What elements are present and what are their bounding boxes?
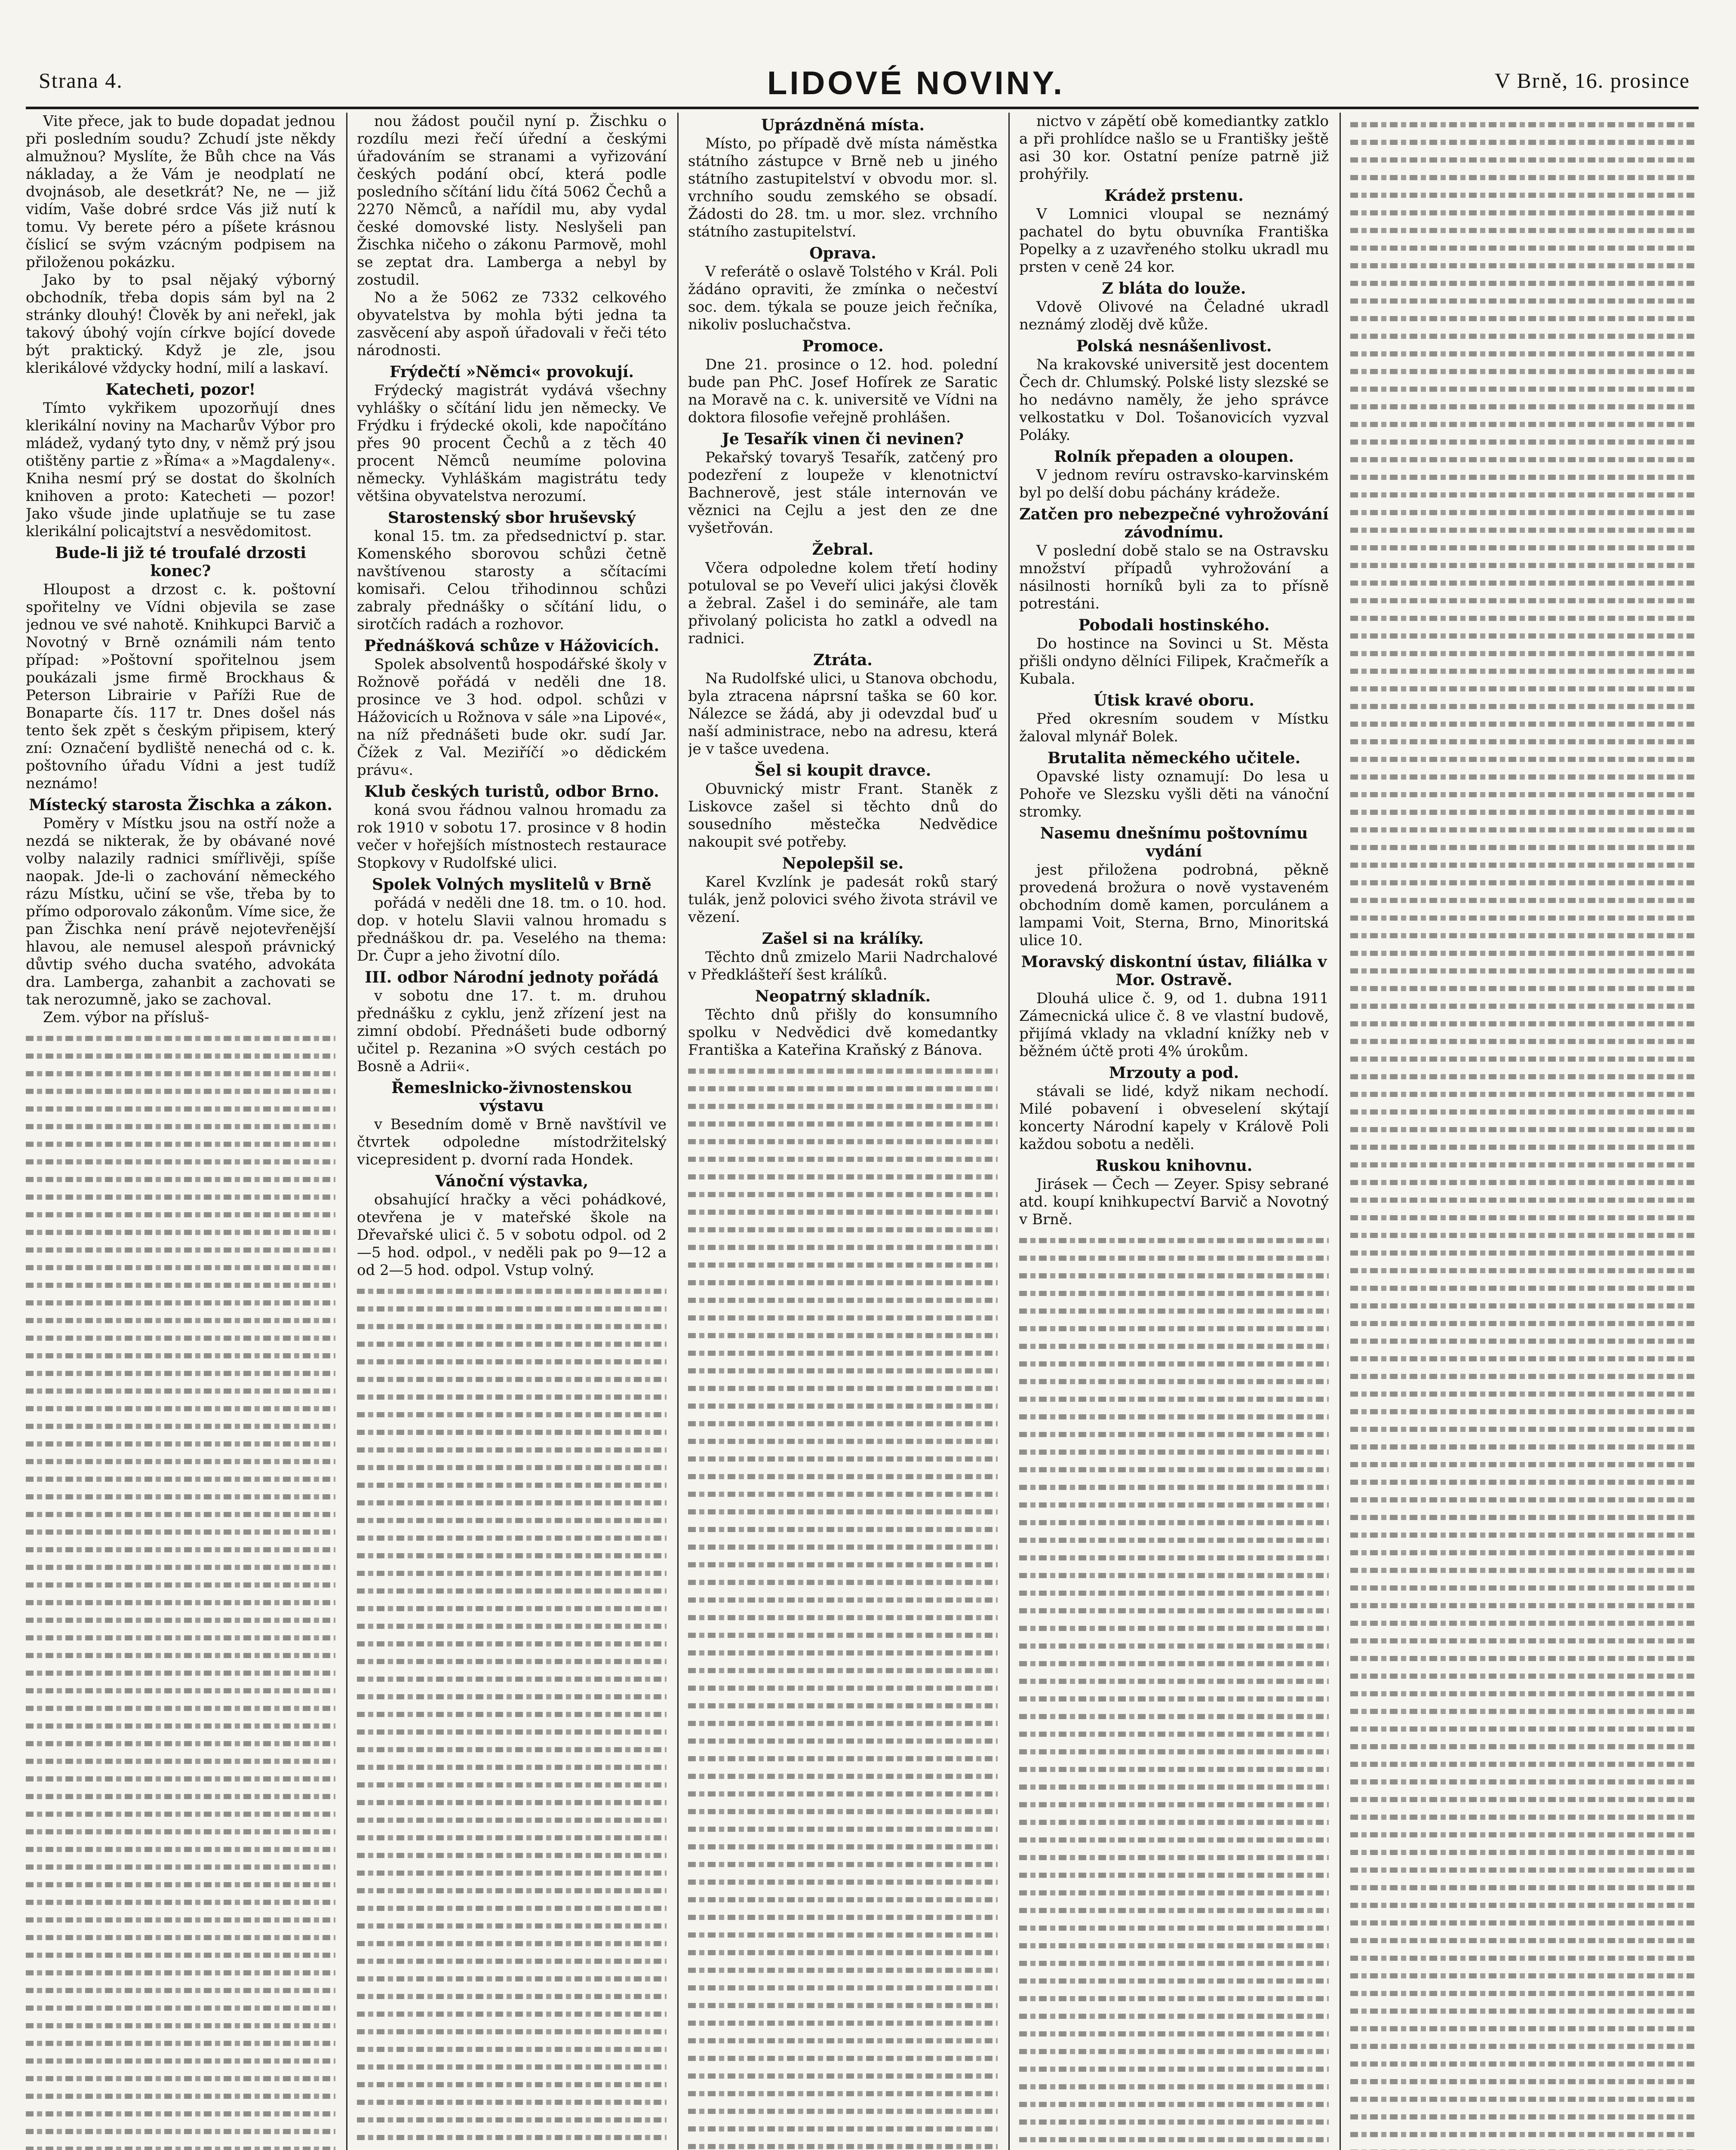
article-paragraph: Na Rudolfské ulici, u Stanova obchodu, byla ztracena náprsní taška se 60 kor. Nálezce se žádá, aby ji odevzdal buď u naší administrace, nebo na adresu, která je v tašce uvedena.	[688, 670, 998, 758]
print-filler	[1019, 1231, 1329, 2150]
article-paragraph: Karel Kvzlínk je padesát roků starý tulák, jenž polovici svého života strávil ve vězení.	[688, 873, 998, 926]
article-paragraph: V Lomnici vloupal se neznámý pachatel do bytu obuvníka Františka Popelky a z uzavřeného stolku ukradl mu prsten v ceně 24 kor.	[1019, 206, 1329, 276]
newspaper-title: LIDOVÉ NOVINY.	[767, 65, 1065, 101]
article-heading: Řemeslnicko-živnostenskou výstavu	[391, 1079, 633, 1115]
article-paragraph: V jednom revíru ostravsko-karvinském byl po delší dobu páchány krádeže.	[1019, 467, 1329, 501]
article-heading: Frýdečtí »Němci« provokují.	[389, 363, 634, 381]
article-paragraph: Jako by to psal nějaký výborný obchodník, třeba dopis sám byl na 2 stránky dlouhý! Člověk by ani neřekl, jak takový úbohý vojín církve bojící dovede být praktický. Když je zle, jsou klerikálové vždycky hodní, milí a laskaví.	[26, 271, 335, 377]
article-paragraph: Tímto vykřikem upozorňují dnes klerikální noviny na Macharův Výbor pro mládež, vydaný tyto dny, v němž prý jsou otištěny partie z »Říma« a »Magdaleny«. Kniha nesmí prý se dostat do školních knihoven a proto: Katecheti — pozor! Jako všude jinde uplatňuje se tu zase klerikální policajtství a nesvědomitost.	[26, 399, 335, 540]
article-paragraph: Frýdecký magistrát vydává všechny vyhlášky o sčítání lidu jen německy. Ve Frýdku i frýdecké okoli, kde napočítáno přes 90 procent Čechů a z těch 40 procent Němců neumíme polovina německy. Vyhláškám magistrátu tedy většina obyvatelstva nerozumí.	[357, 382, 667, 505]
article-heading: Vánoční výstavka,	[435, 1172, 589, 1190]
article-heading: Bude-li již té troufalé drzosti konec?	[55, 544, 307, 580]
article-heading: Žebral.	[812, 541, 874, 559]
article-paragraph: konal 15. tm. za předsednictví p. star. Komenského sborovou schůzi četně navštívenou starosty a sčítacími komisaři. Celou třihodinnou schůzi zabraly přednášky o sčítání lidu, o sirotčích radách a rozhovor.	[357, 528, 667, 633]
article-heading: Moravský diskontní ústav, filiálka v Mor. Ostravě.	[1021, 953, 1327, 989]
print-filler	[357, 1282, 667, 2150]
column-divider	[677, 113, 679, 2150]
article-paragraph: Na krakovské universitě jest docentem Čech dr. Chlumský. Polské listy slezské se ho nedávno naměly, že jeho správce velkostatku v Dol. Tošanovicích vyzval Poláky.	[1019, 356, 1329, 444]
article-paragraph: Do hostince na Sovinci u St. Města přišli ondyno dělníci Filipek, Kračmeřík a Kubala.	[1019, 635, 1329, 688]
article-paragraph: Dlouhá ulice č. 9, od 1. dubna 1911 Zámecnická ulice č. 8 ve vlastní budově, přijímá vklady na vkladní knížky neb v běžném účtě proti 4% úrokům.	[1019, 990, 1329, 1060]
article-heading: Místecký starosta Žischka a zákon.	[28, 796, 332, 814]
article-paragraph: Místo, po případě dvě místa náměstka státního zástupce v Brně neb u jiného státního zastupitelství v obvodu mor. sl. vrchního soudu zemského se obsadí. Žádosti do 28. tm. u mor. slez. vrchního státního zastupitelství.	[688, 135, 998, 240]
article-paragraph: Spolek absolventů hospodářské školy v Rožnově pořádá v neděli dne 18. prosince ve 3 hod. odpol. schůzi v Hážovicích u Rožnova v sále »na Lipové«, na níž přednášeti bude okr. sudí Jar. Čížek z Val. Meziříčí »o dědickém právu«.	[357, 656, 667, 779]
article-heading: Oprava.	[809, 244, 876, 262]
article-heading: Z bláta do louže.	[1102, 280, 1246, 298]
article-paragraph: Vite přece, jak to bude dopadat jednou při posledním soudu? Zchudí jste někdy almužnou? Myslíte, že Bůh chce na Vás nákladay, a že Vám je neodplatí ne dvojnásob, ale desetkrát? Ne, ne — již vidím, Vaše dobré srdce Vás již nutí k tomu. Vy berete péro a píšete krásnou číslicí se svým vzácným podpisem na přiloženou pokázku.	[26, 113, 335, 271]
article-heading: Polská nesnášenlivost.	[1076, 337, 1272, 355]
column-3	[688, 113, 998, 2150]
article-heading: Útisk kravé oboru.	[1094, 691, 1254, 710]
article-paragraph: V referátě o oslavě Tolstého v Král. Poli žádáno opraviti, že zmínka o nečeství soc. dem. týkala se pouze jeich řečníka, nikoliv posluchačstva.	[688, 263, 998, 333]
print-filler	[688, 1062, 998, 2150]
article-paragraph: v Besedním domě v Brně navštívil ve čtvrtek odpoledne místodržitelský vicepresident p. dvorní rada Hondek.	[357, 1116, 667, 1168]
column-divider	[1340, 113, 1341, 2150]
article-paragraph: pořádá v neděli dne 18. tm. o 10. hod. dop. v hotelu Slavii valnou hromadu s přednáškou dr. pa. Veselého na thema: Dr. Čupr a jeho životní dílo.	[357, 894, 667, 964]
header-rule	[26, 107, 1699, 109]
article-paragraph: Včera odpoledne kolem třetí hodiny potuloval se po Veveří ulici jakýsi člověk a žebral. Zašel i do semináře, ale tam přivolaný policista ho zatkl a odvedl na radnici.	[688, 559, 998, 647]
article-heading: Neopatrný skladník.	[755, 987, 931, 1005]
article-heading: Mrzouty a pod.	[1109, 1064, 1239, 1082]
article-paragraph: Zem. výbor na přísluš-	[43, 1009, 209, 1026]
article-paragraph: stávali se lidé, když nikam nechodí. Milé pobavení i obveselení skýtají koncerty Národní kapely v Králově Poli každou sobotu a neděli.	[1019, 1083, 1329, 1153]
article-paragraph: Těchto dnů přišly do konsumního spolku v Nedvědici dvě komedantky Františka a Kateřina Kraňský z Bánova.	[688, 1006, 998, 1059]
column-5	[1350, 113, 1694, 2150]
article-paragraph: Vdově Olivové na Čeladné ukradl neznámý zloděj dvě kůže.	[1019, 298, 1329, 333]
article-heading: Promoce.	[802, 337, 884, 355]
article-heading: Přednášková schůze v Hážovicích.	[364, 637, 660, 655]
article-heading: Katecheti, pozor!	[105, 381, 256, 399]
article-paragraph: Jirásek — Čech — Zeyer. Spisy sebrané atd. koupí knihkupectví Barvič a Novotný v Brně.	[1019, 1176, 1329, 1228]
article-heading: Zašel si na králíky.	[762, 930, 924, 948]
article-heading: Nasemu dnešnímu poštovnímu vydání	[1040, 824, 1308, 860]
column-1	[26, 113, 335, 2150]
article-heading: Je Tesařík vinen či nevinen?	[722, 430, 964, 448]
article-heading: Zatčen pro nebezpečné vyhrožování závodnímu.	[1019, 505, 1329, 541]
article-heading: Ztráta.	[813, 651, 873, 669]
issue-date: V Brně, 16. prosince	[1494, 68, 1690, 92]
article-paragraph: jest přiložena podrobná, pěkně provedená brožura o nově vystaveném obchodním domě kamen, porculánem a lampami Voit, Sterna, Brno, Minoritská ulice 10.	[1019, 861, 1329, 949]
article-paragraph: No a že 5062 ze 7332 celkového obyvatelstva by mohla býti jedna ta zasvěcení aby aspoň úřadovali v řeči této národnosti.	[357, 289, 667, 359]
article-paragraph: V poslední době stalo se na Ostravsku množství případů vyhrožování a násilnosti horníků byli za to přísně potrestáni.	[1019, 542, 1329, 612]
article-heading: Klub českých turistů, odbor Brno.	[364, 783, 659, 801]
article-paragraph: Poměry v Místku jsou na ostří nože a nezdá se nikterak, že by obávané nové volby nalazily radnici smířlivěji, spíše naopak. Jde-li o zachování německého rázu Místku, učiní se vše, třeba by to přímo odporovalo zákonům. Víme sice, že pan Žischka není právě nejotevřenější hlavou, ale nemusel alespoň právnický důvtip svého ducha svatého, advokáta dra. Lamberga, zahanbit a zachovati se tak nerozumně, jako se zachoval.	[26, 815, 335, 1008]
columns	[26, 113, 1699, 2150]
article-heading: Brutalita německého učitele.	[1047, 749, 1301, 767]
article-heading: Spolek Volných myslitelů v Brně	[372, 875, 651, 894]
print-filler	[1350, 115, 1694, 2150]
article-heading: III. odbor Národní jednoty pořádá	[365, 968, 659, 986]
article-heading: Pobodali hostinského.	[1078, 616, 1270, 634]
article-heading: Krádež prstenu.	[1104, 187, 1244, 205]
page-number: Strana 4.	[39, 68, 123, 92]
article-heading: Uprázdněná místa.	[761, 116, 925, 134]
article-paragraph: obsahující hračky a věci pohádkové, otevřena je v mateřské škole na Dřevařské ulici č. 5 v sobotu odpol. od 2—5 hod. odpol., v neděli pak po 9—12 a od 2—5 hod. odpol. Vstup volný.	[357, 1191, 667, 1279]
article-heading: Nepolepšil se.	[782, 854, 904, 872]
article-paragraph: Opavské listy oznamují: Do lesa u Pohoře ve Slezsku vyšli děti na vánoční stromky.	[1019, 768, 1329, 820]
article-heading: Starostenský sbor hruševský	[387, 509, 636, 527]
column-divider	[346, 113, 347, 2150]
article-paragraph: Před okresním soudem v Místku žaloval mlynář Bolek.	[1019, 710, 1329, 745]
article-paragraph: nictvo v zápětí obě komediantky zatklo a při prohlídce našlo se u Františky ještě asi 30 kor. Ostatní peníze patrně již prohýřily.	[1019, 113, 1329, 183]
print-filler	[26, 1029, 335, 2150]
article-paragraph: Těchto dnů zmizelo Marii Nadrchalové v Předklášteří šest králíků.	[688, 949, 998, 983]
article-paragraph: nou žádost poučil nyní p. Žischku o rozdílu mezi řečí úřední a českými úřadováním se stranami a vyřizování českých podání obcí, která podle posledního sčítání lidu čítá 5062 Čechů a 2270 Němců, a nařídil mu, aby vydal české domovské listy. Neslyšeli pan Žischka ničeho o zákonu Parmově, mohl se zeptat dra. Lamberga a nebyl by zostudil.	[357, 113, 667, 289]
article-heading: Šel si koupit dravce.	[754, 762, 931, 780]
article-heading: Ruskou knihovnu.	[1095, 1157, 1253, 1175]
article-paragraph: Hloupost a drzost c. k. poštovní spořitelny ve Vídni objevila se zase jednou ve své nahotě. Knihkupci Barvič a Novotný v Brně oznámili nám tento případ: »Poštovní spořitelnou jsem poukázali jsme firmě Brockhaus & Peterson Librairie v Paříži Rue de Bonaparte čís. 117 tr. Dnes došel nás tento šek zpět s českým připisem, který zní: Označení bydliště nenechá od c. k. poštovního úřadu Vídni a jest tudíž neznámo!	[26, 581, 335, 792]
article-paragraph: koná svou řádnou valnou hromadu za rok 1910 v sobotu 17. prosince v 8 hodin večer v hořejších místnostech restaurace Stopkovy v Rudolfské ulici.	[357, 802, 667, 872]
article-paragraph: v sobotu dne 17. t. m. druhou přednášku z cyklu, jenž zřízení jest na zimní období. Přednášeti bude odborný učitel p. Rezanina »O svých cestách po Bosně a Adrii«.	[357, 987, 667, 1075]
column-4	[1019, 113, 1329, 2150]
article-paragraph: Pekařský tovaryš Tesařík, zatčený pro podezření z loupeže v klenotnictví Bachnerově, jest stále internován ve věznici na Cejlu a jest den ze dne vyšetřován.	[688, 449, 998, 537]
article-heading: Rolník přepaden a oloupen.	[1054, 448, 1294, 466]
column-2	[357, 113, 667, 2150]
column-divider	[1008, 113, 1010, 2150]
article-paragraph: Obuvnický mistr Frant. Staněk z Liskovce zašel si těchto dnů do sousedního městečka Nedvědice nakoupit své potřeby.	[688, 780, 998, 851]
masthead	[26, 64, 1699, 103]
article-paragraph: Dne 21. prosince o 12. hod. polední bude pan PhC. Josef Hofírek ze Saratic na Moravě na c. k. universitě ve Vídni na doktora filosofie veřejně prohlášen.	[688, 356, 998, 426]
